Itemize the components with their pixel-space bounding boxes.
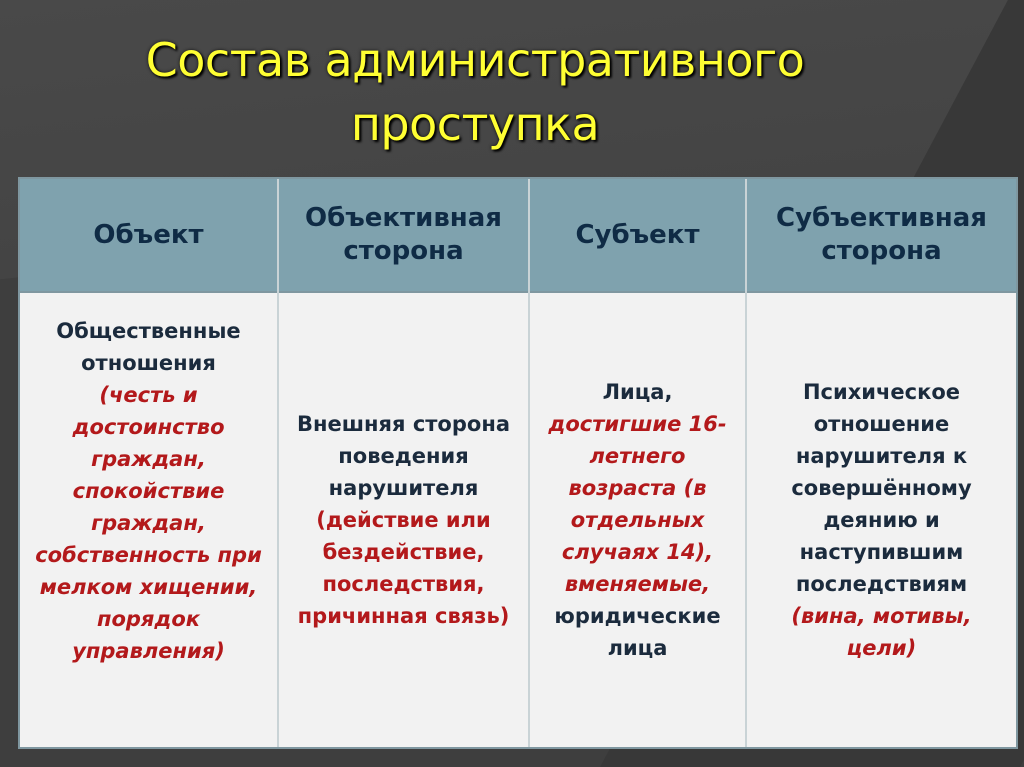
cell-objective-side-examples: (действие или бездействие, последствия, причинная связь) [297, 508, 510, 628]
cell-subject-text: Лица, [602, 380, 673, 404]
column-subjective-side [747, 179, 1016, 747]
cell-subjective-side [747, 291, 1016, 749]
column-object [20, 179, 279, 747]
header-subject: Субъект [575, 219, 700, 250]
cell-object-text: Общественные отношения [56, 319, 241, 375]
cell-objective-side [279, 291, 528, 749]
column-subject [530, 179, 747, 747]
cell-object [20, 291, 277, 749]
offense-composition-table [18, 177, 1018, 749]
cell-subject-examples: достигшие 16-летнего возраста (в отдельных случаях 14), вменяемые, [548, 412, 727, 596]
cell-object-examples: (честь и достоинство граждан, спокойствие граждан, собственность при мелком хищении, порядок управления) [35, 383, 262, 663]
cell-subject-legal-entities: юридические лица [554, 604, 721, 660]
cell-objective-side-text: Внешняя сторона поведения нарушителя [296, 412, 511, 500]
header-objective-side: Объективная сторона [304, 203, 503, 266]
slide-title: Состав административного проступка [145, 33, 805, 151]
column-objective-side [279, 179, 530, 747]
cell-subject [530, 291, 745, 749]
cell-subjective-side-examples: (вина, мотивы, цели) [791, 604, 972, 660]
cell-subjective-side-text: Психическое отношение нарушителя к совершённому деянию и наступившим последствиям [791, 380, 972, 596]
header-subjective-side: Субъективная сторона [776, 203, 987, 266]
header-object: Объект [93, 219, 204, 250]
